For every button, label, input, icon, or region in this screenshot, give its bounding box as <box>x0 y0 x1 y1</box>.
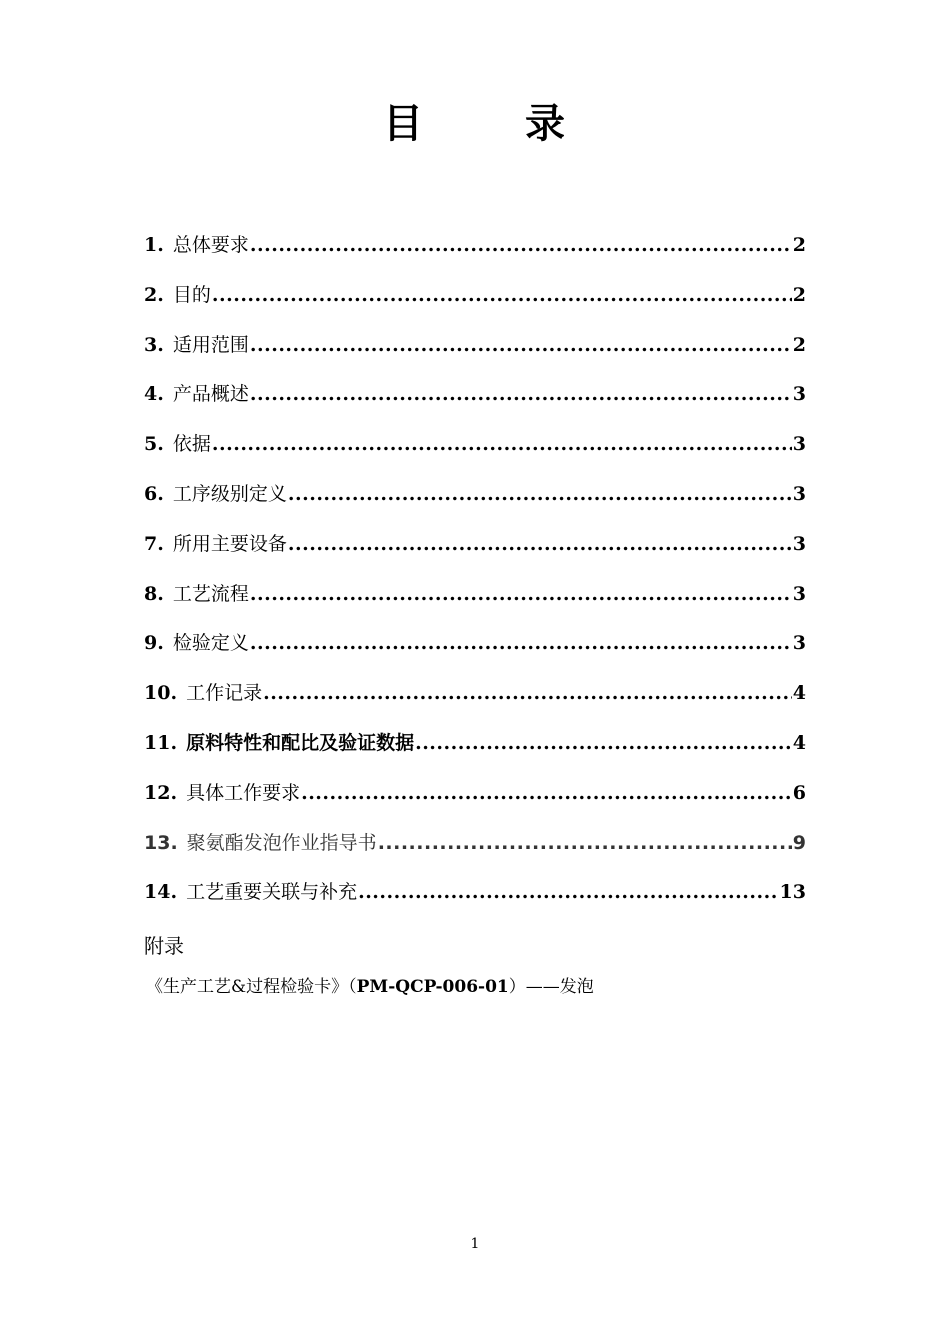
toc-entry-label: 所用主要设备 <box>172 532 287 555</box>
toc-entry-label: 工作记录 <box>186 682 263 705</box>
toc-leader-dots <box>212 284 792 306</box>
title-char-2: 录 <box>525 100 567 147</box>
toc-entry-12[interactable] <box>144 778 806 828</box>
toc-entry-page: 3 <box>792 582 806 605</box>
toc-entry-page: 2 <box>792 234 806 256</box>
toc-entry-number: 6. <box>144 482 164 505</box>
toc-leader-dots <box>415 732 792 754</box>
toc-entry-label: 原料特性和配比及验证数据 <box>186 731 415 754</box>
toc-entry-3[interactable] <box>144 330 806 380</box>
toc-leader-dots <box>378 832 792 854</box>
toc-entry-label: 总体要求 <box>172 234 249 256</box>
toc-entry-label: 产品概述 <box>172 383 249 406</box>
toc-entry-page: 2 <box>792 283 806 306</box>
toc-entry-number: 8. <box>144 582 164 605</box>
appendix-item[interactable] <box>146 972 594 997</box>
appendix-item-suffix: ）——发泡 <box>508 977 594 997</box>
toc-entry-number: 3. <box>144 333 164 356</box>
toc-leader-dots <box>288 483 792 505</box>
table-of-contents <box>144 230 806 927</box>
toc-entry-number: 4. <box>144 383 164 406</box>
toc-entry-2[interactable] <box>144 280 806 330</box>
toc-leader-dots <box>250 334 792 356</box>
toc-entry-number: 2. <box>144 283 164 306</box>
toc-entry-9[interactable] <box>144 628 806 678</box>
toc-entry-label: 适用范围 <box>172 333 249 356</box>
toc-entry-number: 14. <box>144 881 178 904</box>
toc-leader-dots <box>250 383 792 405</box>
appendix-item-code: PM-QCP-006-01 <box>356 977 509 997</box>
toc-entry-label: 具体工作要求 <box>186 781 301 804</box>
toc-entry-number: 12. <box>144 781 178 804</box>
toc-entry-number: 5. <box>144 433 164 456</box>
toc-entry-page: 3 <box>792 632 806 655</box>
toc-leader-dots <box>250 234 792 256</box>
toc-entry-number: 7. <box>144 532 164 555</box>
toc-entry-13[interactable] <box>144 828 806 878</box>
toc-entry-1[interactable] <box>144 230 806 280</box>
toc-leader-dots <box>263 682 792 704</box>
appendix-item-prefix: 《生产工艺&过程检验卡》（ <box>146 977 357 997</box>
toc-entry-page: 4 <box>792 731 806 754</box>
toc-leader-dots <box>212 433 792 455</box>
toc-leader-dots <box>301 782 792 804</box>
toc-entry-number: 10. <box>144 682 178 705</box>
page-title <box>0 92 950 149</box>
toc-entry-5[interactable] <box>144 429 806 479</box>
toc-entry-10[interactable] <box>144 678 806 728</box>
toc-entry-11[interactable] <box>144 728 806 778</box>
toc-entry-label: 工艺重要关联与补充 <box>186 881 358 904</box>
toc-entry-page: 13 <box>779 881 806 904</box>
toc-entry-label: 检验定义 <box>172 632 249 655</box>
toc-entry-page: 3 <box>792 433 806 456</box>
page-number: 1 <box>470 1236 480 1252</box>
toc-entry-number: 9. <box>144 632 164 655</box>
toc-entry-page: 3 <box>792 383 806 406</box>
title-char-1: 目 <box>383 100 425 147</box>
toc-leader-dots <box>250 583 792 605</box>
toc-entry-7[interactable] <box>144 529 806 579</box>
toc-entry-number: 1. <box>144 234 164 256</box>
toc-entry-page: 4 <box>792 682 806 705</box>
toc-entry-page: 9 <box>792 831 806 854</box>
toc-entry-label: 聚氨酯发泡作业指导书 <box>186 831 377 854</box>
toc-entry-number: 13. <box>144 831 178 854</box>
toc-leader-dots <box>250 632 792 654</box>
toc-leader-dots <box>358 881 778 903</box>
appendix-title: 附录 <box>144 934 184 958</box>
toc-entry-page: 2 <box>792 333 806 356</box>
toc-entry-label: 依据 <box>172 433 211 456</box>
toc-entry-label: 工序级别定义 <box>172 482 287 505</box>
toc-entry-4[interactable] <box>144 379 806 429</box>
toc-entry-page: 3 <box>792 532 806 555</box>
toc-entry-6[interactable] <box>144 479 806 529</box>
toc-entry-number: 11. <box>144 731 178 754</box>
toc-entry-8[interactable] <box>144 579 806 629</box>
toc-entry-page: 3 <box>792 482 806 505</box>
toc-entry-label: 目的 <box>172 283 211 306</box>
toc-entry-page: 6 <box>792 781 806 804</box>
toc-entry-14[interactable] <box>144 877 806 927</box>
toc-leader-dots <box>288 533 792 555</box>
toc-entry-label: 工艺流程 <box>172 582 249 605</box>
